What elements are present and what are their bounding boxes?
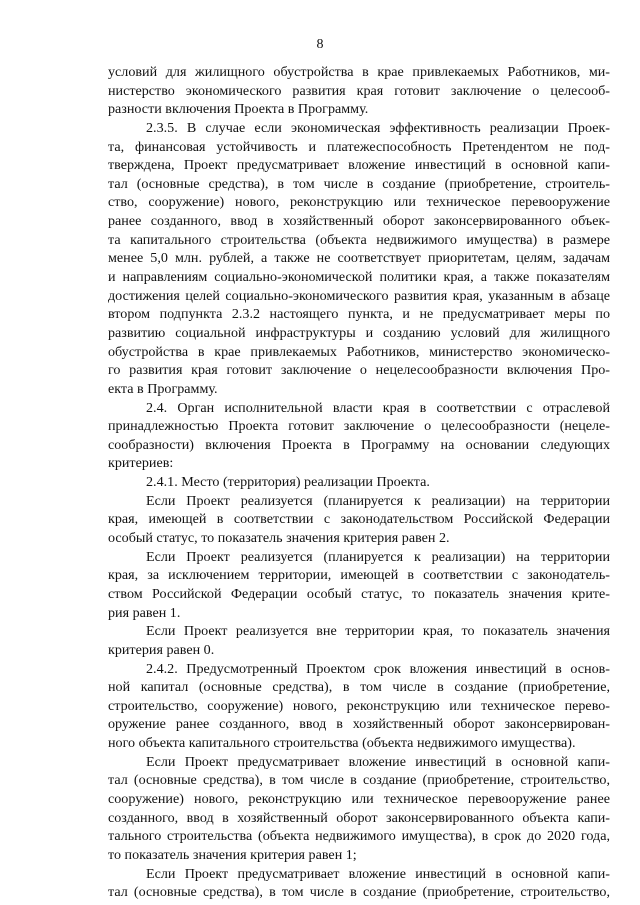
text-line: Если Проект предусматривает вложение инвестиций в основной капи- [146,753,610,770]
page-number: 8 [316,37,324,52]
text-line: особый статус, то показатель значения критерия равен 2. [108,530,450,547]
paragraph [108,753,610,865]
text-line: строительство, сооружение) нового, реконструкцию или техническое перево- [108,697,610,714]
text-line: принадлежностью Проекта готовит заключение о целесообразности (нецеле- [108,418,610,435]
text-line: втором подпункта 2.3.2 настоящего пункта, и не предусматривает меры по [108,306,610,323]
text-line: Если Проект реализуется вне территории края, то показатель значения [146,623,610,640]
text-line: тверждена, Проект предусматривает вложение инвестиций в основной капи- [108,157,610,174]
text-line: ство, сооружение) нового, реконструкцию или техническое перевооружение [108,194,610,211]
text-line: Если Проект предусматривает вложение инвестиций в основной капи- [146,865,610,882]
text-line: та капитального строительства (объекта недвижимого имущества) в размере [108,231,610,248]
text-line: ной капитал (основные средства), в том числе в создание (приобретение, [108,679,610,696]
paragraph [108,865,610,902]
text-line: Если Проект реализуется (планируется к реализации) на территории [146,548,610,565]
paragraph [108,63,610,119]
text-line: сообразности) включения Проекта в Программу на основании следующих [108,436,610,453]
text-line: ранее созданного, ввод в хозяйственный оборот законсервированного объек- [108,213,610,230]
text-line: края, имеющей в соответствии с законодательством Российской Федерации [108,511,610,528]
text-line: Если Проект реализуется (планируется к реализации) на территории [146,492,610,509]
document-body [108,63,610,902]
text-line: оружение ранее созданного, ввод в хозяйственный оборот законсервирован- [108,716,610,733]
text-line: критериев: [108,455,174,472]
text-line: разности включения Проекта в Программу. [108,101,369,118]
paragraph [108,548,610,623]
text-line: обустройства в крае привлекаемых Работников, министерство экономическо- [108,343,610,360]
text-line: та, финансовая устойчивость и платежеспособность Претендентом не под- [108,138,610,155]
text-line: сооружение) нового, реконструкцию или техническое перевооружение ранее [108,790,610,807]
text-line: то показатель значения критерия равен 1; [108,846,357,863]
paragraph [108,119,610,399]
text-line: созданного, ввод в хозяйственный оборот законсервированного объекта капи- [108,809,610,826]
text-line: тал (основные средства), в том числе в создание (приобретение, строитель- [108,175,610,192]
text-line: ством Российской Федерации особый статус, то показатель значения крите- [108,585,610,602]
text-line: критерия равен 0. [108,641,215,658]
text-line: нистерство экономического развития края готовит заключение о целесооб- [108,82,610,99]
text-line: и направлениям социально-экономической политики края, а также показателям [108,269,610,286]
text-line: 2.4.2. Предусмотренный Проектом срок вложения инвестиций в основ- [146,660,610,677]
text-line: го развития края готовит заключение о нецелесообразности включения Про- [108,362,610,379]
paragraph [108,622,610,659]
text-line: тального строительства (объекта недвижимого имущества), в срок до 2020 года, [108,828,610,845]
text-line: условий для жилищного обустройства в крае привлекаемых Работников, ми- [108,64,610,80]
text-line: ного объекта капитального строительства (объекта недвижимого имущества). [108,735,576,752]
text-line: 2.4.1. Место (территория) реализации Проекта. [146,474,430,491]
text-line: тал (основные средства), в том числе в создание (приобретение, строительство, [108,772,610,789]
text-line: достижения целей социально-экономического развития края, указанным в абзаце [108,287,610,304]
paragraph [108,492,610,548]
text-line: края, за исключением территории, имеющей в соответствии с законодатель- [108,567,610,584]
paragraph [108,660,610,753]
text-line: менее 5,0 млн. рублей, а также не соответствует приоритетам, целям, задачам [108,250,610,267]
text-line: 2.4. Орган исполнительной власти края в соответствии с отраслевой [146,399,610,416]
text-line: екта в Программу. [108,380,218,397]
text-line: тал (основные средства), в том числе в создание (приобретение, строительство, [108,884,610,901]
paragraph [108,473,610,492]
text-line: 2.3.5. В случае если экономическая эффективность реализации Проек- [146,119,610,136]
text-line: развитию социальной инфраструктуры и созданию условий для жилищного [108,324,610,341]
text-line: рия равен 1. [108,604,181,621]
paragraph [108,399,610,474]
